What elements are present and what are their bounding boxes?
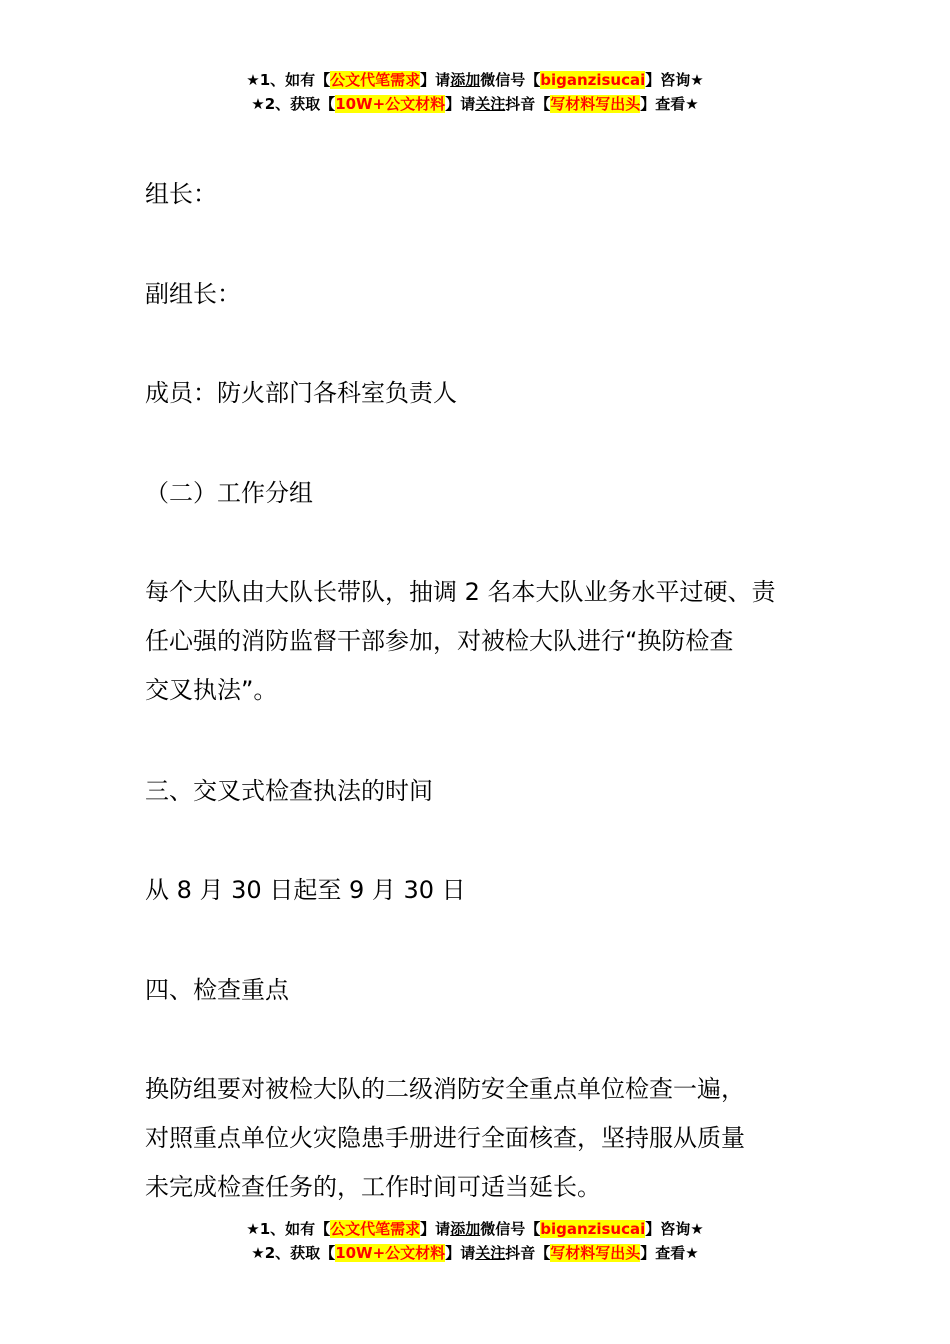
banner-text: 】请 (420, 1220, 451, 1238)
leader-line: 组长： (145, 180, 217, 208)
banner-text: ★2、获取【 (251, 1244, 336, 1262)
section-heading-focus: 四、检查重点 (145, 976, 289, 1004)
banner-highlight: 公文代笔需求 (330, 1220, 421, 1238)
section-heading-time: 三、交叉式检查执法的时间 (145, 777, 433, 805)
focus-paragraph (145, 1065, 810, 1212)
banner-text: 】咨询★ (645, 1220, 704, 1238)
paragraph-line: 每个大队由大队长带队，抽调 2 名本大队业务水平过硬、责 (145, 578, 776, 606)
banner-highlight: 10W+公文材料 (335, 1244, 446, 1262)
paragraph-line: 换防组要对被检大队的二级消防安全重点单位检查一遍， (145, 1075, 745, 1103)
work-groups-paragraph (145, 568, 810, 715)
banner-text: ★1、如有【 (246, 71, 331, 89)
banner-underline: 添加 (450, 1220, 481, 1238)
banner-text: ★1、如有【 (246, 1220, 331, 1238)
members-line: 成员：防火部门各科室负责人 (145, 379, 457, 407)
wechat-id-highlight: biganzisucai (540, 1220, 646, 1238)
paragraph-line: 对照重点单位火灾隐患手册进行全面核查，坚持服从质量 (145, 1124, 745, 1152)
paragraph-line: 未完成检查任务的，工作时间可适当延长。 (145, 1173, 601, 1201)
banner-text: ★2、获取【 (251, 95, 336, 113)
banner-text: 】请 (445, 95, 476, 113)
wechat-id-highlight: biganzisucai (540, 71, 646, 89)
footer-banner (0, 1217, 950, 1265)
banner-text: 】咨询★ (645, 71, 704, 89)
paragraph-line: 任心强的消防监督干部参加，对被检大队进行“换防检查 (145, 627, 734, 655)
banner-text: 微信号【 (480, 1220, 541, 1238)
banner-text: 】查看★ (640, 95, 699, 113)
paragraph-line: 交叉执法”。 (145, 676, 278, 704)
banner-line-2 (0, 92, 950, 116)
deputy-leader-line: 副组长： (145, 280, 241, 308)
banner-line-2 (0, 1241, 950, 1265)
banner-underline: 关注 (475, 95, 506, 113)
banner-text: 抖音【 (505, 95, 551, 113)
banner-text: 微信号【 (480, 71, 541, 89)
banner-highlight: 公文代笔需求 (330, 71, 421, 89)
banner-text: 】请 (420, 71, 451, 89)
banner-highlight: 10W+公文材料 (335, 95, 446, 113)
time-range-line: 从 8 月 30 日起至 9 月 30 日 (145, 876, 466, 904)
douyin-id-highlight: 写材料写出头 (550, 95, 641, 113)
banner-text: 】查看★ (640, 1244, 699, 1262)
banner-text: 抖音【 (505, 1244, 551, 1262)
banner-text: 】请 (445, 1244, 476, 1262)
banner-line-1 (0, 1217, 950, 1241)
banner-underline: 添加 (450, 71, 481, 89)
banner-line-1 (0, 68, 950, 92)
banner-underline: 关注 (475, 1244, 506, 1262)
header-banner (0, 68, 950, 116)
douyin-id-highlight: 写材料写出头 (550, 1244, 641, 1262)
subsection-heading-work-groups: （二）工作分组 (145, 479, 313, 507)
